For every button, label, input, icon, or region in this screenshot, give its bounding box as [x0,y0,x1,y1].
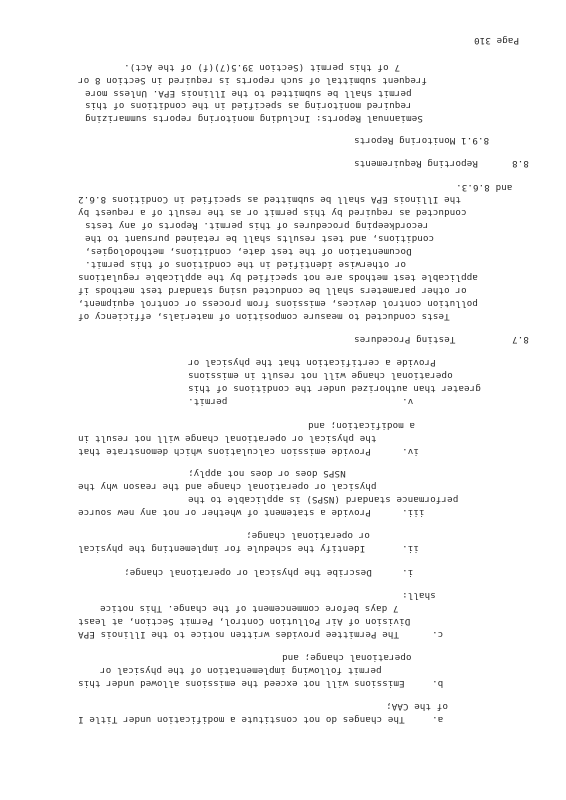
paragraph-line: frequent submittal of such reports is required in Section 8 or [78,75,428,86]
section-number-8-7: 8.7 [512,334,529,345]
item-line: or operational change; [246,530,370,541]
item-line: permit. [188,396,228,407]
paragraph-line: or other parameters shall be conducted using standard test methods if [78,285,467,296]
condition-line: permit following implementation of the physical or [100,665,382,676]
paragraph-line: 7 of this permit (Section 39.5(7)(f) of the Act). [124,62,400,73]
item-line: performance standard (NSPS) is applicable to the [188,494,459,505]
item-marker: iii. [402,507,425,518]
item-line: Describe the physical or operational change; [124,567,372,578]
paragraph-line: the Illinois EPA shall be submitted as specified in Conditions 8.6.2 [78,194,461,205]
section-heading-8-8: Reporting Requirements [354,158,478,169]
condition-line: of the CAA; [386,701,448,712]
item-line: Provide a certification that the physical or [188,357,436,368]
item-marker: i. [402,567,414,578]
item-marker: iv. [402,446,419,457]
paragraph-line: Tests conducted to measure composition of materials, efficiency of [78,311,450,322]
paragraph-line: permit shall be submitted to the Illinois EPA. Unless more [85,88,412,99]
condition-marker: a. [432,714,444,725]
condition-line: Division of Air Pollution Control, Permit Section, at least [78,616,411,627]
condition-line: shall: [402,590,436,601]
item-line: Identify the schedule for implementing the physical [78,543,366,554]
condition-line: The Permittee provides written notice to the Illinois EPA [78,629,399,640]
page-number: Page 310 [474,35,520,46]
condition-marker: b. [432,678,444,689]
item-line: the physical or operational change will not result in [78,433,377,444]
item-line: Provide a statement of whether or not any new source [78,507,371,518]
paragraph-line: required monitoring as specified in the conditions of this [85,100,412,111]
paragraph-line: Documentation of the test date, conditions, methodologies, [85,246,412,257]
paragraph-line: recordkeeping procedures of this permit. Reports of any tests [85,220,429,231]
condition-line: 7 days before commencement of the change. This notice [100,603,399,614]
condition-line: operational change; and [282,652,412,663]
paragraph-line: applicable test methods are not specified by the applicable regulations [78,272,478,283]
paragraph-line: Semiannual Reports: Including monitoring reports summarizing [85,113,423,124]
item-line: operational change will not result in emissions [188,370,453,381]
item-line: Provide emission calculations which demonstrate that [78,446,371,457]
paragraph-line: and 8.6.3. [456,182,513,193]
condition-line: The changes do not constitute a modification under Title I [78,714,405,725]
item-marker: v. [402,396,414,407]
item-line: NSPS does or does not apply; [188,468,346,479]
paragraph-line: or otherwise identified in the conditions of this permit. [85,259,406,270]
section-number-8-8: 8.8 [512,158,529,169]
paragraph-line: conditions, and test results shall be retained pursuant to the [85,233,435,244]
condition-marker: c. [432,629,444,640]
item-marker: ii. [402,543,419,554]
item-line: greater than authorized under the conditions of this [188,383,481,394]
paragraph-line: pollution control devices, emissions from process or control equipment, [78,298,478,309]
section-heading-8-7: Testing Procedures [354,334,456,345]
item-line: physical or operational change and the reason why the [78,481,377,492]
condition-line: Emissions will not exceed the emissions allowed under this [78,678,405,689]
paragraph-line: conducted as required by this permit or as the result of a request by [78,207,467,218]
item-line: a modification; and [308,420,415,431]
section-heading-8-9-1: 8.9.1 Monitoring Reports [354,135,490,146]
